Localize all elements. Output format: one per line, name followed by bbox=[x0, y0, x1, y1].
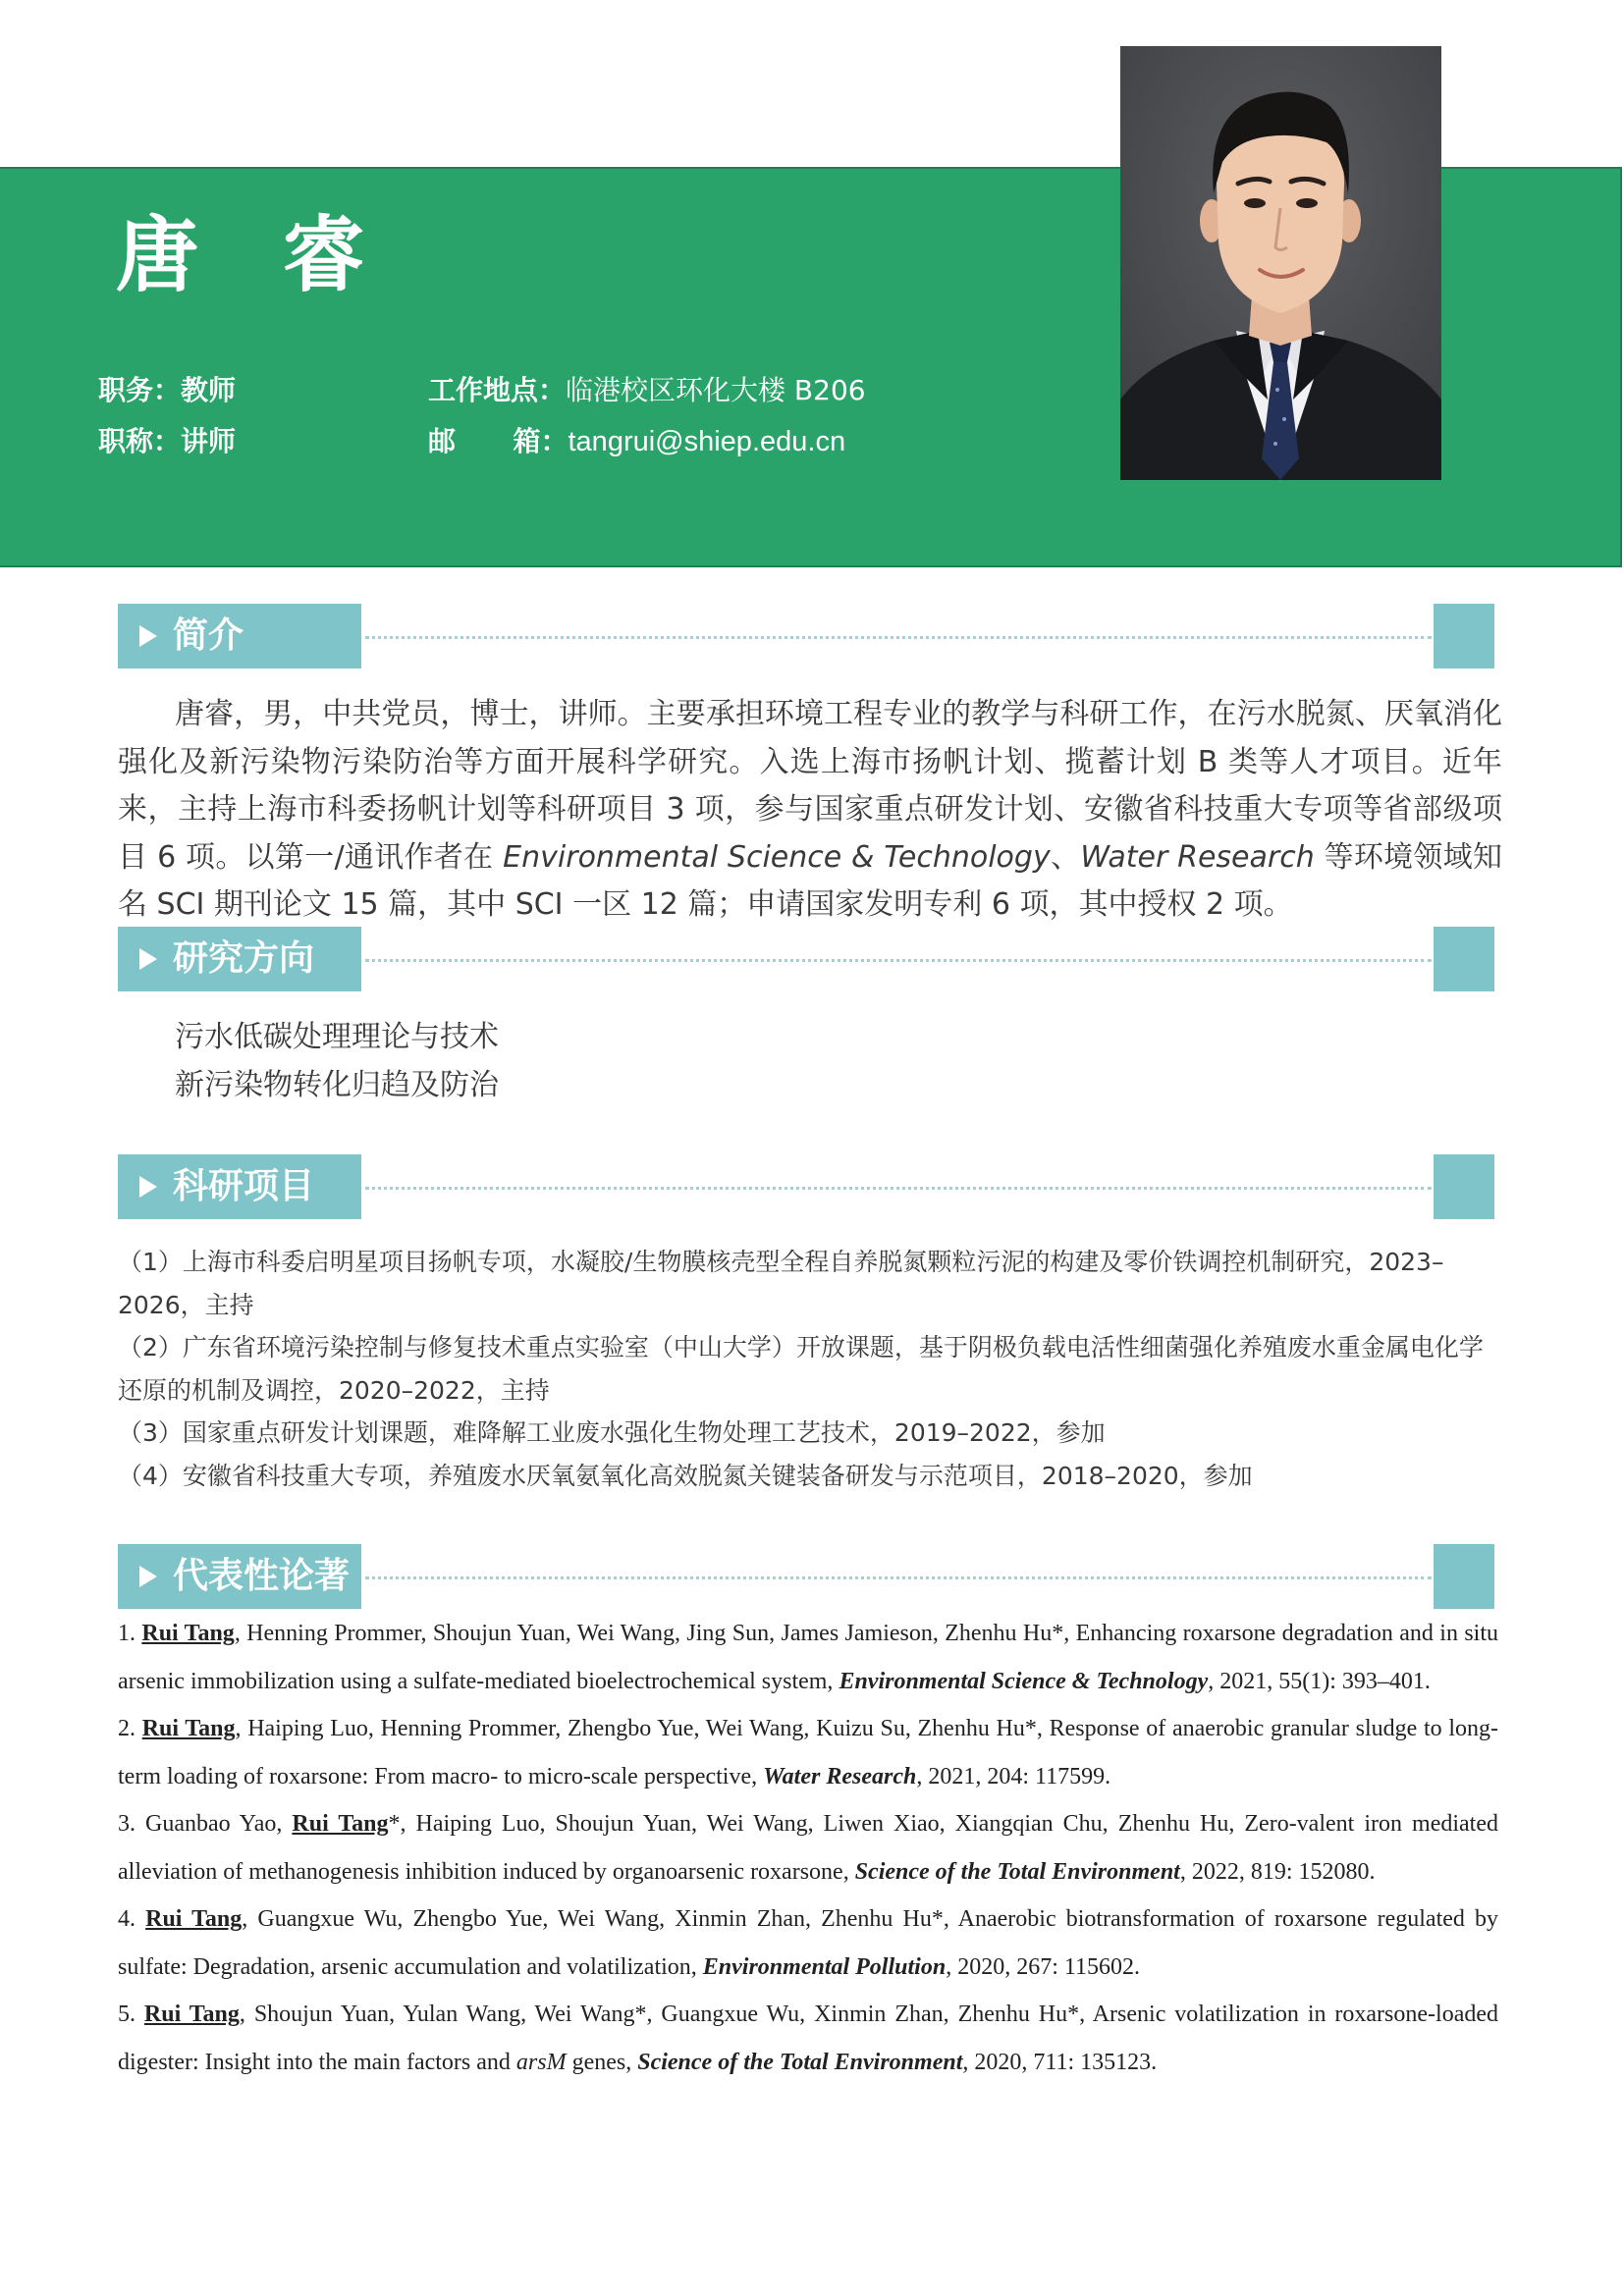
triangle-icon bbox=[139, 1566, 157, 1587]
email-row bbox=[428, 425, 846, 457]
title-row bbox=[98, 425, 237, 457]
project-item: （2）广东省环境污染控制与修复技术重点实验室（中山大学）开放课题，基于阴极负载电活性细菌强化养殖废水重金属电化学还原的机制及调控，2020–2022，主持 bbox=[118, 1333, 1484, 1405]
pub-body: *, Haiping Luo, Shoujun Yuan, Wei Wang, Liwen Xiao, Xiangqian Chu, Zhenhu Hu, Zero-valent iron mediated alleviation of methanogenesis inhibition induced by organoarsenic roxarsone, bbox=[118, 1811, 1498, 1885]
location-row bbox=[428, 374, 866, 406]
section-title-research: 研究方向 bbox=[173, 938, 315, 979]
section-title-publications: 代表性论著 bbox=[173, 1556, 351, 1596]
project-item: （1）上海市科委启明星项目扬帆专项，水凝胶/生物膜核壳型全程自养脱氮颗粒污泥的构建及零价铁调控机制研究，2023–2026，主持 bbox=[118, 1248, 1444, 1319]
section-header-intro bbox=[118, 604, 1494, 668]
pub-body: , Shoujun Yuan, Yulan Wang, Wei Wang*, Guangxue Wu, Xinmin Zhan, Zhenhu Hu*, Arsenic volatilization in roxarsone-loaded digester: Insight into the main factors and bbox=[118, 2002, 1498, 2075]
intro-journal-2: Water Research bbox=[1080, 839, 1315, 875]
pub-journal: Science of the Total Environment bbox=[637, 2049, 963, 2075]
position-value: 教师 bbox=[181, 374, 237, 406]
intro-paragraph bbox=[118, 691, 1502, 930]
pub-number: 1. bbox=[118, 1621, 142, 1646]
section-title-projects: 科研项目 bbox=[173, 1166, 315, 1206]
section-end-block bbox=[1434, 927, 1494, 991]
intro-text-1: 唐睿，男，中共党员，博士，讲师。主要承担环境工程专业的教学与科研工作，在污水脱氮、厌氧消化强化及新污染物污染防治等方面开展科学研究。入选上海市扬帆计划、揽蓄计划 B 类等人才项目。近年来，主持上海市科委扬帆计划等科研项目 3 项，参与国家重点研发计划、安徽省科技重大专项等省部级项目 6 项。以第一/通讯作者在 bbox=[118, 697, 1502, 875]
section-header-research bbox=[118, 927, 1494, 991]
triangle-icon bbox=[139, 948, 157, 970]
section-end-block bbox=[1434, 1154, 1494, 1219]
section-header-projects bbox=[118, 1154, 1494, 1219]
pub-journal: Environmental Science & Technology bbox=[839, 1668, 1209, 1694]
section-header-publications bbox=[118, 1544, 1494, 1609]
projects-list bbox=[118, 1241, 1502, 1497]
section-divider bbox=[365, 1187, 1432, 1190]
section-tab-intro bbox=[118, 604, 361, 668]
pub-number: 4. bbox=[118, 1906, 146, 1932]
intro-journal-1: Environmental Science & Technology bbox=[503, 839, 1051, 875]
title-label: 职称： bbox=[98, 425, 182, 457]
section-divider bbox=[365, 1576, 1432, 1579]
publication-item bbox=[118, 1896, 1498, 1991]
section-end-block bbox=[1434, 1544, 1494, 1609]
section-divider bbox=[365, 959, 1432, 962]
intro-text-2: 等环境领域知名 SCI 期刊论文 15 篇，其中 SCI 一区 12 篇；申请国家发明专利 6 项，其中授权 2 项。 bbox=[118, 839, 1502, 922]
triangle-icon bbox=[139, 625, 157, 647]
section-end-block bbox=[1434, 604, 1494, 668]
portrait-illustration bbox=[1120, 46, 1441, 480]
email-label: 邮 箱： bbox=[428, 425, 568, 457]
section-tab-publications bbox=[118, 1544, 361, 1609]
pub-citation: , 2020, 267: 115602. bbox=[946, 1953, 1140, 1980]
section-tab-research bbox=[118, 927, 361, 991]
publication-item bbox=[118, 1800, 1498, 1896]
pub-journal: Water Research bbox=[763, 1763, 917, 1789]
pub-body: , Henning Prommer, Shoujun Yuan, Wei Wang, Jing Sun, James Jamieson, Zhenhu Hu*, Enhancing roxarsone degradation and in situ arsenic immobilization using a sulfate-mediated bioelectrochemical system, bbox=[118, 1621, 1498, 1694]
pub-body: , Guangxue Wu, Zhengbo Yue, Wei Wang, Xinmin Zhan, Zhenhu Hu*, Anaerobic biotransformation of roxarsone regulated by sulfate: Degradation, arsenic accumulation and volatilization, bbox=[118, 1906, 1498, 1980]
person-name: 唐 睿 bbox=[116, 207, 393, 303]
email-value[interactable]: tangrui@shiep.edu.cn bbox=[568, 426, 846, 457]
pub-body-2: genes, bbox=[566, 2049, 638, 2075]
section-divider bbox=[365, 636, 1432, 639]
publication-item bbox=[118, 1705, 1498, 1800]
triangle-icon bbox=[139, 1176, 157, 1198]
intro-separator: 、 bbox=[1050, 839, 1081, 875]
location-label: 工作地点： bbox=[428, 374, 567, 406]
publication-item bbox=[118, 1610, 1498, 1705]
pub-journal: Science of the Total Environment bbox=[854, 1858, 1180, 1885]
publication-item bbox=[118, 1991, 1498, 2086]
pub-gene-name: arsM bbox=[515, 2049, 567, 2075]
pub-highlight-author: Rui Tang bbox=[141, 1621, 235, 1646]
pub-highlight-author: Rui Tang bbox=[292, 1811, 389, 1837]
pub-citation: , 2020, 711: 135123. bbox=[962, 2049, 1158, 2075]
position-row bbox=[98, 374, 237, 406]
pub-authors-before: Guanbao Yao, bbox=[145, 1811, 293, 1837]
pub-highlight-author: Rui Tang bbox=[141, 1716, 236, 1741]
research-list bbox=[175, 1013, 499, 1109]
pub-body: , Haiping Luo, Henning Prommer, Zhengbo Yue, Wei Wang, Kuizu Su, Zhenhu Hu*, Response of anaerobic granular sludge to long-term loading of roxarsone: From macro- to micro-scale perspective, bbox=[118, 1716, 1498, 1789]
pub-number: 5. bbox=[118, 2002, 144, 2027]
research-item: 污水低碳处理理论与技术 bbox=[175, 1020, 499, 1054]
publications-list bbox=[118, 1610, 1498, 2086]
section-title-intro: 简介 bbox=[173, 615, 244, 656]
section-tab-projects bbox=[118, 1154, 361, 1219]
pub-citation: , 2021, 55(1): 393–401. bbox=[1208, 1668, 1431, 1694]
pub-citation: , 2022, 819: 152080. bbox=[1179, 1858, 1376, 1885]
pub-highlight-author: Rui Tang bbox=[143, 2002, 240, 2027]
position-label: 职务： bbox=[98, 374, 182, 406]
pub-highlight-author: Rui Tang bbox=[145, 1906, 243, 1932]
pub-number: 3. bbox=[118, 1811, 146, 1837]
pub-citation: , 2021, 204: 117599. bbox=[916, 1763, 1111, 1789]
title-value: 讲师 bbox=[181, 425, 237, 457]
project-item: （3）国家重点研发计划课题，难降解工业废水强化生物处理工艺技术，2019–2022，参加 bbox=[118, 1418, 1106, 1447]
project-item: （4）安徽省科技重大专项，养殖废水厌氧氨氧化高效脱氮关键装备研发与示范项目，2018–2020，参加 bbox=[118, 1461, 1253, 1490]
location-value: 临港校区环化大楼 B206 bbox=[566, 374, 866, 406]
pub-journal: Environmental Pollution bbox=[702, 1953, 947, 1980]
pub-number: 2. bbox=[118, 1716, 142, 1741]
profile-photo bbox=[1120, 46, 1441, 480]
research-item: 新污染物转化归趋及防治 bbox=[175, 1068, 499, 1102]
